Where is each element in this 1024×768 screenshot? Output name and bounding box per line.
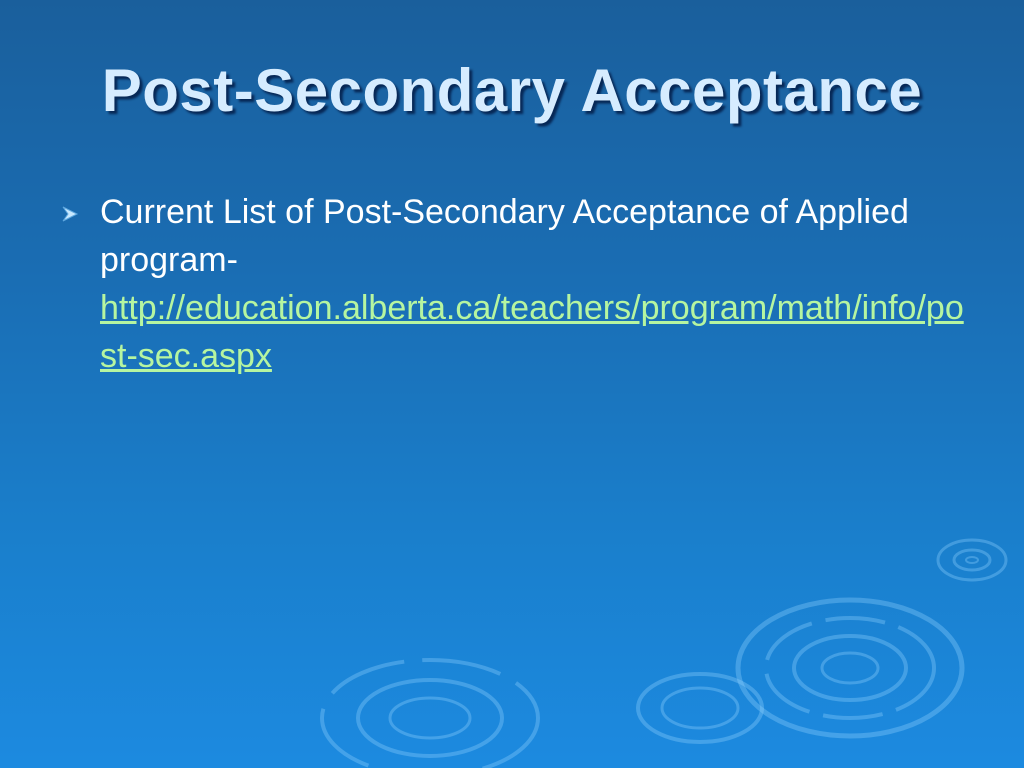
slide-title: Post-Secondary Acceptance	[101, 57, 923, 124]
bullet-text-block	[100, 188, 970, 380]
bullet-item	[60, 188, 980, 380]
arrowhead-bullet-icon	[60, 188, 100, 229]
slide-content	[60, 188, 980, 380]
post-sec-acceptance-link[interactable]: http://education.alberta.ca/teachers/program/math/info/post-sec.aspx	[100, 289, 964, 375]
bullet-text: Current List of Post-Secondary Acceptance of Applied program-	[100, 193, 909, 279]
